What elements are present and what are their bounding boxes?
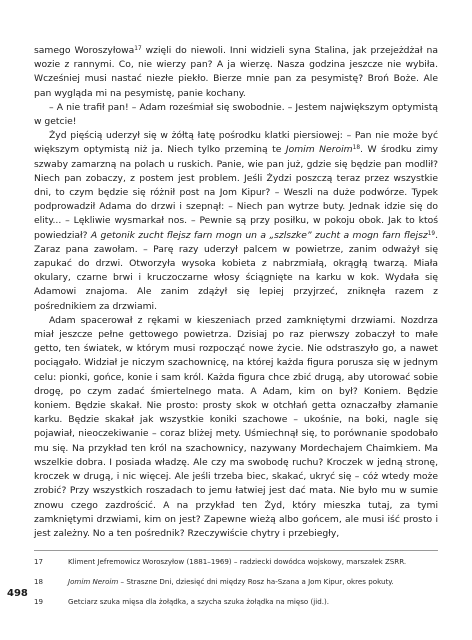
footnote <box>34 576 438 587</box>
footnote-text <box>68 556 438 567</box>
italic-phrase: Jomim Neroim <box>285 144 353 156</box>
text-run: Getciarz szuka mięsa dla żołądka, a szycha szuka żołądka na mięso (jid.). <box>68 597 329 606</box>
footnote-text <box>68 596 438 607</box>
footnote <box>34 596 438 607</box>
text-run: Żyd pięścią uderzył się w żółtą łatę pośrodku klatki piersiowej: – Pan nie może być większym optymistą niż ja. Niech tylko przeminą te <box>34 130 438 156</box>
paragraph <box>34 129 438 314</box>
footnote-number: 17 <box>34 557 44 566</box>
text-run: Kliment Jefremowicz Woroszyłow (1881–1969) – radziecki dowódca wojskowy, marszałek ZSRR. <box>68 557 407 566</box>
text-run: . W środku zimy szwaby zamarzną na polach u ruskich. Panie, wie pan już, gdzie się będzie pan modlił? Niech pan zobaczy, z postem jest problem. Jeśli Żydzi poszczą teraz przez wszystkie dni, to czym będzie się różnił post na Jom Kipur? – Weszli na duże podwórze. Typek podprowadził Adama do drzwi i szepnął: – Niech pan wytrze buty. Jednak idzie się do elity... – Lękliwie wysmarkał nos. – Pewnie są przy posiłku, w pokoju obok. Jak to ktoś powiedział? <box>34 144 438 241</box>
body-text <box>34 44 438 541</box>
paragraph <box>34 44 438 101</box>
text-run: . Zaraz pana zawołam. – Parę razy uderzył palcem w powietrze, zanim odważył się zapukać do drzwi. Otworzyła wysoka kobieta z nabrzmiałą, okrągłą twarzą. Miała okulary, czarne brwi i kruczoczarne włosy ściągnięte na karku w kok. Wydała się Adamowi znajoma. Ale zanim zdążył się lepiej przyjrzeć, zniknęła razem z pośrednikiem za drzwiami. <box>34 229 438 312</box>
text-run: wzięli do niewoli. Inni widzieli syna Stalina, jak przejeżdżał na wozie z rannymi. Co, nie wierzy pan? A ja wierzę. Nasza godzina jeszcze nie wybiła. Wcześniej musi nastać niezłe piekło. Bierze mnie pan za pesymistę? Broń Boże. Ale pan wygląda mi na pesymistę, panie kochany. <box>34 45 438 99</box>
text-run: – Straszne Dni, dziesięć dni między Rosz ha-Szana a Jom Kipur, okres pokuty. <box>118 577 394 586</box>
text-run: – A nie trafił pan! – Adam roześmiał się swobodnie. – Jestem największym optymistą w getcie! <box>34 101 438 128</box>
text-run: Adam spacerował z rękami w kieszeniach przed zamkniętymi drzwiami. Nozdrza miał jeszcze pełne gettowego powietrza. Dzisiaj po raz pierwszy zobaczył to małe getto, ten światek, w którym musi rozpocząć nowe życie. Nie odstraszyło go, a nawet pociągało. Widział je niczym szachownicę, na której każda figura porusza się w jednym celu: pionki, gońce, konie i sam król. Każda figura chce zbić drugą, aby utorować sobie drogę, po czym zadać śmiertelnego mata. A Adam, kim on był? Koniem. Będzie koniem. Będzie skakał. Nie prosto: prosty skok w otchłań getta oznaczałby złamanie karku. Będzie skakał jak wszystkie koniki szachowe – ukośnie, na boki, nagle się pojawiał, nieoczekiwanie – coraz bliżej mety. Uśmiechnął się, to porównanie spodobało mu się. Na przykład ten król na szachownicy, nazywany Mordechajem Chaimkiem. Ma wszelkie dobra. I posiada władzę. Ale czy ma swobodę ruchu? Kroczek w jedną stronę, kroczek w drugą, i nic więcej. Ale jeśli trzeba biec, skakać, ukryć się – cóż wtedy może zrobić? Przy wszystkich roszadach to jemu łatwiej jest dać mata. Nie było mu w sumie znowu czego zazdrościć. A na przykład ten Żyd, który mieszka tutaj, za tymi zamkniętymi drzwiami, kim on jest? Zapewne wieżą albo gońcem, ale musi iść prosto i jest zależny. No a ten pośrednik? Rzeczywiście chytry i przebiegły, <box>34 314 438 539</box>
footnote-text <box>68 576 438 587</box>
italic-phrase: Jomim Neroim <box>68 577 119 586</box>
footnote-number: 18 <box>34 577 44 586</box>
paragraph <box>34 101 438 129</box>
footnote <box>34 556 438 567</box>
footnote-ref: 19 <box>427 230 436 237</box>
footnote-divider <box>34 550 438 551</box>
footnote-ref: 18 <box>352 145 361 152</box>
italic-phrase: A getonik zucht flejsz farn mogn un a „szlszke” zucht a mogn farn flejsz <box>90 229 428 241</box>
page-number: 498 <box>7 588 28 599</box>
footnote-number: 19 <box>34 597 44 606</box>
footnote-ref: 17 <box>134 46 142 52</box>
text-run: samego Woroszyłowa <box>34 45 135 56</box>
paragraph <box>34 314 438 541</box>
footnotes <box>34 556 438 616</box>
